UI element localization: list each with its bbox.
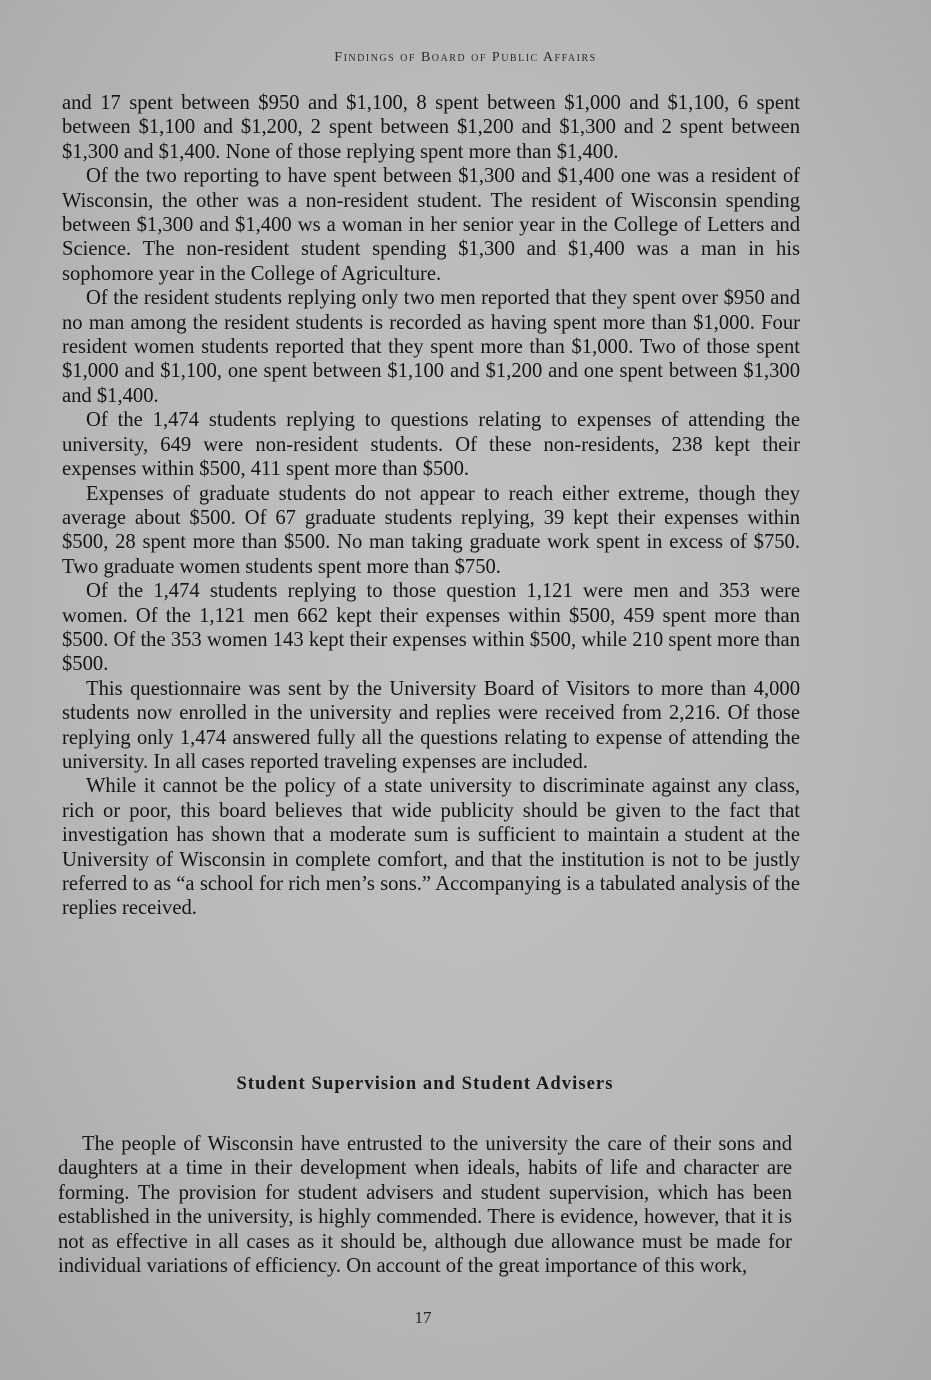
running-header: Findings of Board of Public Affairs [334, 50, 597, 65]
paragraph-supervision: The people of Wisconsin have entrusted to the university the care of their sons and daughters at a time in their development when ideals, habits of life and character are forming. The provision for student advisers and student supervision, which has been established in the university, is highly commended. There is evidence, however, that it is not as effective in all cases as it should be, although due allowance must be made for individual variations of efficiency. On account of the great importance of this work, [58, 1133, 792, 1278]
paragraph-continuation: and 17 spent between $950 and $1,100, 8 spent between $1,000 and $1,100, 6 spent between $1,100 and $1,200, 2 spent between $1,200 and $1,300 and 2 spent between $1,300 and $1,400. None of those replying spent more than $1,400. [62, 92, 800, 163]
body-text [62, 91, 800, 921]
paragraph-policy: While it cannot be the policy of a state university to discriminate against any class, rich or poor, this board believes that wide publicity should be given to the fact that investigation has shown that a moderate sum is sufficient to maintain a student at the University of Wisconsin in complete comfort, and that the institution is not to be justly referred to as “a school for rich men’s sons.” Accompanying is a tabulated analysis of the replies received. [62, 775, 800, 920]
page-number: 17 [414, 1308, 432, 1327]
section-heading: Student Supervision and Student Advisers [236, 1074, 614, 1094]
section-body [58, 1132, 792, 1278]
paragraph-graduate-students: Expenses of graduate students do not appear to reach either extreme, though they average about $500. Of 67 graduate students replying, 39 kept their expenses within $500, 28 spent more than $500. No man taking graduate work spent in excess of $750. Two graduate women students spent more than $750. [62, 482, 800, 578]
paragraph-questionnaire: This questionnaire was sent by the University Board of Visitors to more than 4,000 students now enrolled in the university and replies were received from 2,216. Of those replying only 1,474 answered fully all the questions relating to expense of attending the university. In all cases reported traveling expenses are included. [62, 677, 800, 773]
paragraph-men-women: Of the 1,474 students replying to those question 1,121 were men and 353 were women. Of the 1,121 men 662 kept their expenses within $500, 459 spent more than $500. Of the 353 women 143 kept their expenses within $500, while 210 spent more than $500. [62, 580, 800, 676]
paragraph-two-reporting: Of the two reporting to have spent between $1,300 and $1,400 one was a resident of Wisconsin, the other was a non-resident student. The resident of Wisconsin spending between $1,300 and $1,400 ws a woman in her senior year in the College of Letters and Science. The non-resident student spending $1,300 and $1,400 was a man in his sophomore year in the College of Agriculture. [62, 165, 800, 285]
paragraph-non-residents: Of the 1,474 students replying to questions relating to expenses of attending the university, 649 were non-resident students. Of these non-residents, 238 kept their expenses within $500, 411 spent more than $500. [62, 409, 800, 481]
paragraph-resident-students: Of the resident students replying only two men reported that they spent over $950 and no man among the resident students is recorded as having spent more than $1,000. Four resident women students reported that they spent more than $1,000. Two of those spent $1,000 and $1,100, one spent between $1,100 and $1,200 and one spent between $1,300 and $1,400. [62, 287, 800, 407]
